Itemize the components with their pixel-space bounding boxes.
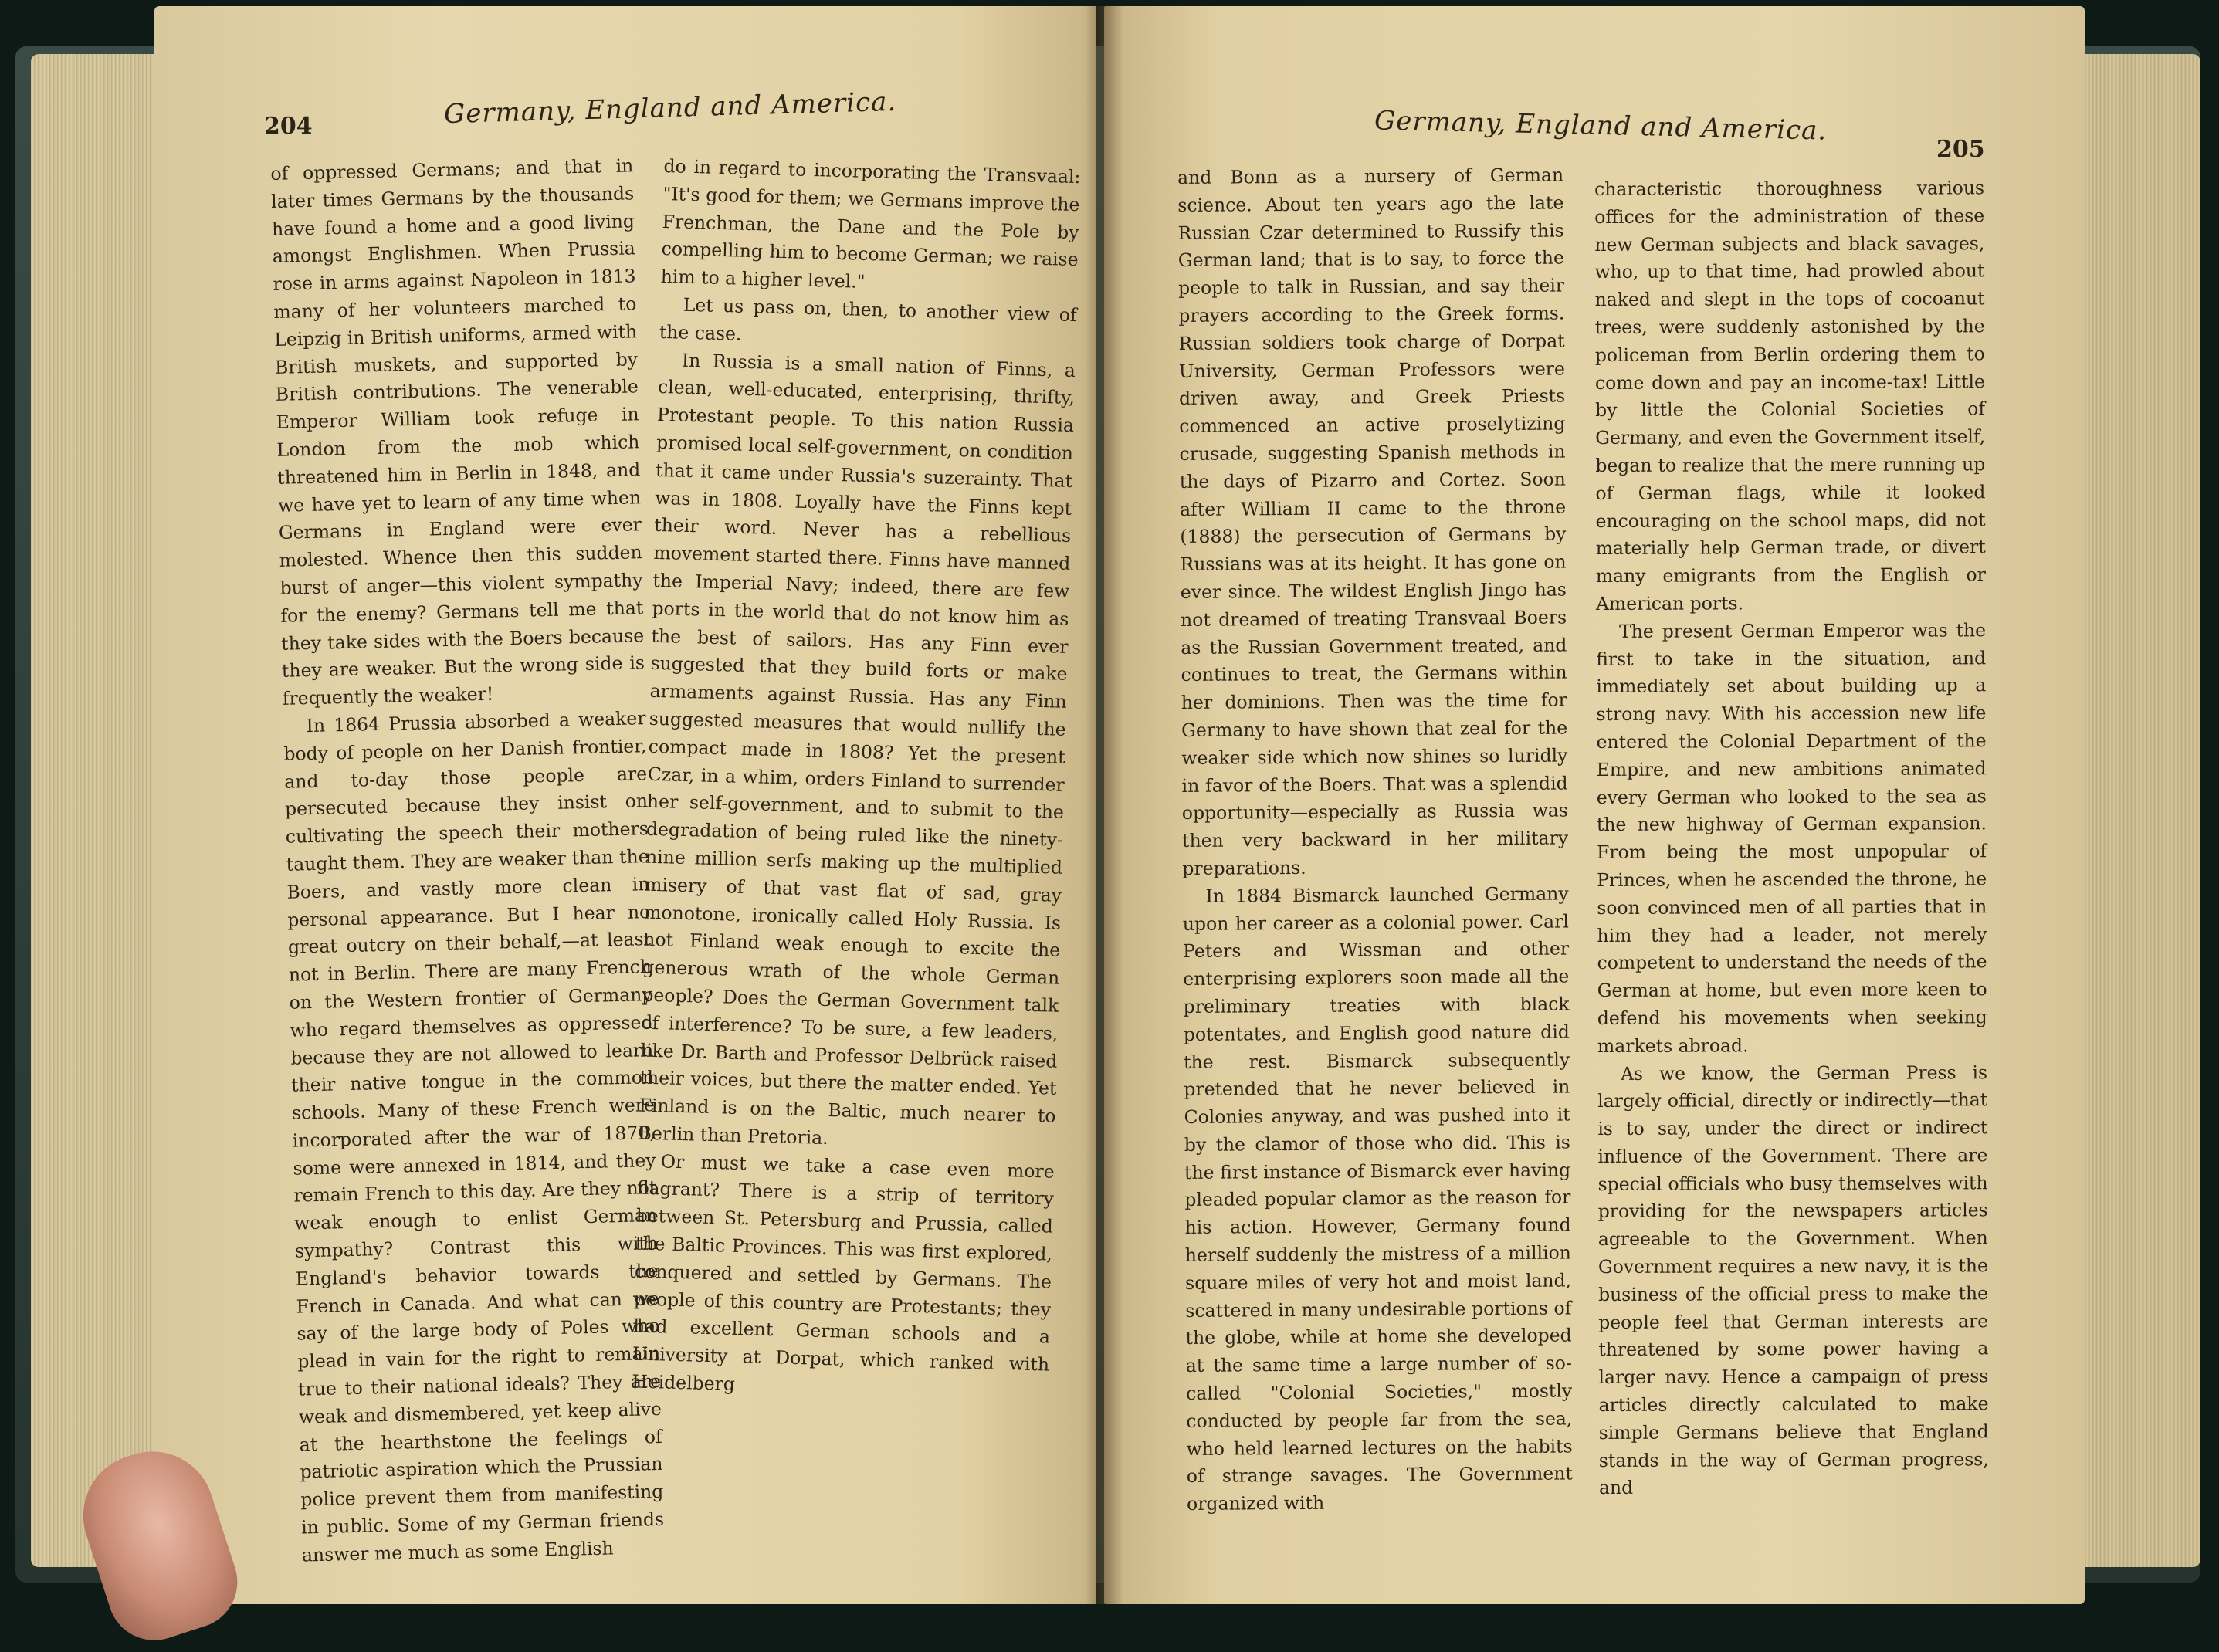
- paragraph: of oppressed Germans; and that in later times Germans by the thousands have found a home and a good living amongst Englishmen. When Prussia rose in arms against Napoleon in 1813 many of her volunteers marched to Leipzig in British uniforms, armed with British muskets, and supported by British contributions. The venerable Emperor William took refuge in London from the mob which threatened him in Berlin in 1848, and we have yet to learn of any time when Germans in England were ever molested. Whence then this sudden burst of anger—this violent sympathy for the enemy? Germans tell me that they take sides with the Boers because they are weaker. But the wrong side is frequently the weaker!: [270, 154, 645, 709]
- paragraph: do in regard to incorporating the Transvaal: "It's good for them; we Germans improve the Frenchman, the Dane and the Pole by compelling him to become German; we raise him to a higher level.": [660, 154, 1081, 293]
- running-head: Germany, England and America.: [1374, 105, 1828, 147]
- paragraph: As we know, the German Press is largely official, directly or indirectly—that is to say, under the direct or indirect influence of the Government. There are special officials who busy themselves with providing for the newspapers articles agreeable to the Government. When Government requires a new navy, it is the business of the official press to make the people feel that German interests are threatened by some power having a larger navy. Hence a campaign of press articles directly calculated to make simple Germans believe that England stands in the way of German progress, and: [1597, 1061, 1989, 1499]
- left-column-1: [270, 152, 665, 1569]
- left-column-2: [632, 153, 1081, 1407]
- left-page: [154, 6, 1096, 1604]
- right-column-2: [1594, 174, 1989, 1502]
- right-column-1: [1177, 162, 1573, 1518]
- paragraph: characteristic thoroughness various offices for the administration of these new German subjects and black savages, who, up to that time, had prowled about naked and slept in the tops of cocoanut trees, were suddenly astonished by the policeman from Berlin ordering them to come down and pay an income-tax! Little by little the Colonial Societies of Germany, and even the Government itself, began to realize that the mere running up of German flags, while it looked encouraging on the school maps, did not materially help German trade, or divert many emigrants from the English or American ports.: [1594, 177, 1986, 614]
- paragraph: In 1884 Bismarck launched Germany upon her career as a colonial power. Carl Peters and Wissman and other enterprising explorers soon made all the preliminary treaties with black potentates, and English good nature did the rest. Bismarck subsequently pretended that he never believed in Colonies anyway, and was pushed into it by the clamor of those who did. This is the first instance of Bismarck ever having pleaded popular clamor as the reason for his action. However, Germany found herself suddenly the mistress of a million square miles of very hot and moist land, scattered in many undesirable portions of the globe, while at home she developed at the same time a large number of so-called "Colonial Societies," mostly conducted by people far from the sea, who held learned lectures on the habits of strange savages. The Government organized with: [1182, 882, 1573, 1515]
- book-gutter: [1085, 6, 1123, 1604]
- page-number: 205: [1936, 136, 1985, 163]
- paragraph: and Bonn as a nursery of German science. About ten years ago the late Russian Czar determined to Russify this German land; that is to say, to force the people to talk in Russian, and say their prayers according to the Greek forms. Russian soldiers took charge of Dorpat University, German Professors were driven away, and Greek Priests commenced an active proselytizing crusade, suggesting Spanish methods in the days of Pizarro and Cortez. Soon after William II came to the throne (1888) the persecution of Germans by Russians was at its height. It has gone on ever since. The wildest English Jingo has not dreamed of treating Transvaal Boers as the Russian Government treated, and continues to treat, the Germans within her dominions. Then was the time for Germany to have shown that zeal for the weaker side which now shines so luridly in favor of the Boers. That was a splendid opportunity—especially as Russia was then very backward in her military preparations.: [1177, 164, 1569, 879]
- paragraph: Let us pass on, then, to another view of the case.: [659, 293, 1078, 345]
- page-number: 204: [264, 113, 313, 140]
- paragraph: In 1864 Prussia absorbed a weaker body of people on her Danish frontier, and to-day those people are persecuted because they insist on cultivating the speech their mothers taught them. They are weaker than the Boers, and vastly more clean in personal appearance. But I hear no great outcry on their behalf,—at least not in Berlin. There are many French on the Western frontier of Germany who regard themselves as oppressed because they are not allowed to learn their native tongue in the common schools. Many of these French were incorporated after the war of 1870, some were annexed in 1814, and they remain French to this day. Are they not weak enough to enlist German sympathy? Contrast this with England's behavior towards the French in Canada. And what can we say of the large body of Poles who plead in vain for the right to remain true to their national ideals? They are weak and dismembered, yet keep alive at the hearthstone the feelings of patriotic aspiration which the Prussian police prevent them from manifesting in public. Some of my German friends answer me much as some English: [283, 707, 665, 1566]
- running-head: Germany, England and America.: [443, 86, 897, 130]
- paragraph: Or must we take a case even more flagrant? There is a strip of territory between St. Petersburg and Prussia, called the Baltic Provinces. This was first explored, conquered and settled by Germans. The people of this country are Protestants; they had excellent German schools and a University at Dorpat, which ranked with Heidelberg: [631, 1150, 1055, 1396]
- paragraph: In Russia is a small nation of Finns, a clean, well-educated, enterprising, thrifty, Protestant people. To this nation Russia promised local self-government, on condition that it came under Russia's suzerainty. That was in 1808. Loyally have the Finns kept their word. Never has a rebellious movement started there. Finns have manned the Imperial Navy; indeed, there are few ports in the world that do not know him as the best of sailors. Has any Finn ever suggested that they build forts or make armaments against Russia. Has any Finn suggested measures that would nullify the compact made in 1808? Yet the present Czar, in a whim, orders Finland to surrender her self-government, and to submit to the degradation of being ruled like the ninety-nine million serfs making up the multiplied misery of that vast flat of sad, gray monotone, ironically called Holy Russia. Is not Finland weak enough to excite the generous wrath of the whole German people? Does the German Government talk of interference? To be sure, a few leaders, like Dr. Barth and Professor Delbrück raised their voices, but there the matter ended. Yet Finland is on the Baltic, much nearer to Berlin than Pretoria.: [638, 349, 1076, 1149]
- paragraph: The present German Emperor was the first to take in the situation, and immediately set about building up a strong navy. With his accession new life entered the Colonial Department of the Empire, and new ambitions animated every German who looked to the sea as the new highway of German expansion. From being the most unpopular of Princes, when he ascended the throne, he soon convinced men of all parties that in him they had a leader, not merely competent to understand the needs of the German at home, but even more keen to defend his movements when seeking markets abroad.: [1596, 618, 1987, 1057]
- right-page: [1104, 6, 2085, 1604]
